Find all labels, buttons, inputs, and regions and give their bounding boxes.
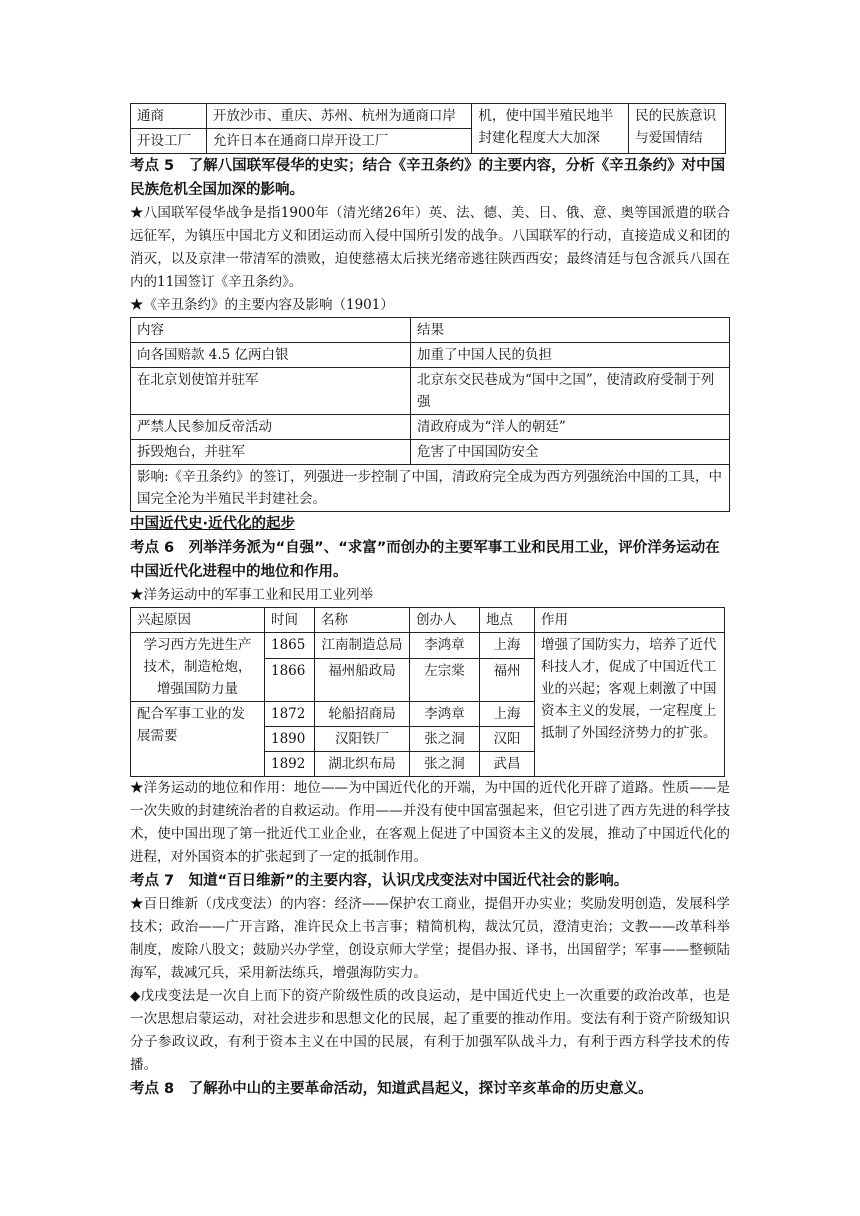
name-cell: 福州船政局 [315, 659, 410, 702]
row-label: 开设工厂 [131, 129, 207, 154]
year-cell: 1866 [265, 659, 315, 702]
content-cell: 向各国赔款 4.5 亿两白银 [131, 343, 411, 368]
reason-cell: 学习西方先进生产技术，制造枪炮，增强国防力量 [131, 633, 265, 702]
name-cell: 江南制造总局 [315, 633, 410, 659]
kd7-content: ★百日维新（戊戌变法）的内容：经济——保护农工商业，提倡开办实业；奖励发明创造，发展科学技术；政治——广开言路，准许民众上书言事；精简机构，裁汰冗员，澄清吏治；文教——改革科举制度，废除八股文；鼓励兴办学堂，创设京师大学堂；提倡办报、译书，出国留学；军事——整顿陆海军，裁减冗兵，采用新法练兵，增强海防实力。 [130, 896, 730, 981]
content-cell: 在北京划使馆并驻军 [131, 368, 411, 415]
founder-cell: 左宗棠 [410, 659, 480, 702]
header-cell: 作用 [535, 608, 725, 633]
table-row [131, 633, 725, 659]
table-row [131, 440, 730, 465]
kd6-heading: 考点 6 列举洋务派为“自强”、“求富”而创办的主要军事工业和民用工业，评价洋务运动在中国近代化进程中的地位和作用。 [130, 540, 720, 580]
header-cell: 兴起原因 [131, 608, 265, 633]
header-cell: 结果 [411, 318, 730, 343]
kd5-intro: ★八国联军侵华战争是指1900年（清光绪26年）英、法、德、美、日、俄、意、奥等国派遣的联合远征军，为镇压中国北方义和团运动而入侵中国所引发的战争。八国联军的行动，直接造成义和团的消灭，以及京津一带清军的溃败，迫使慈禧太后挟光绪帝逃往陕西西安；最终清廷与包含派兵八国在内的11国签订《辛丑条约》。 [130, 205, 730, 290]
year-cell: 1872 [265, 702, 315, 727]
header-cell: 内容 [131, 318, 411, 343]
content-cell: 拆毁炮台，并驻军 [131, 440, 411, 465]
impact-cell: 机，使中国半殖民地半封建化程度大大加深 [472, 104, 629, 154]
kd5-table-caption: ★《辛丑条约》的主要内容及影响（1901） [130, 297, 394, 313]
founder-cell: 李鸿章 [410, 633, 480, 659]
year-cell: 1865 [265, 633, 315, 659]
founder-cell: 张之洞 [410, 727, 480, 752]
row-label: 通商 [131, 104, 207, 129]
table-row [131, 343, 730, 368]
kd7-heading: 考点 7 知道“百日维新”的主要内容，认识戊戌变法对中国近代社会的影响。 [130, 873, 629, 889]
result-cell: 清政府成为“洋人的朝廷” [411, 415, 730, 440]
awareness-cell: 民的民族意识与爱国情结 [629, 104, 726, 154]
table-row [131, 465, 730, 512]
place-cell: 上海 [480, 702, 535, 727]
year-cell: 1890 [265, 727, 315, 752]
row-content: 允许日本在通商口岸开设工厂 [206, 129, 472, 154]
name-cell: 湖北织布局 [315, 752, 410, 777]
document-page [130, 103, 730, 1101]
founder-cell: 李鸿章 [410, 702, 480, 727]
kd8-heading: 考点 8 了解孙中山的主要革命活动，知道武昌起义，探讨辛亥革命的历史意义。 [130, 1081, 653, 1097]
row-content: 开放沙市、重庆、苏州、杭州为通商口岸 [206, 104, 472, 129]
result-cell: 危害了中国国防安全 [411, 440, 730, 465]
kd6-table-caption: ★洋务运动中的军事工业和民用工业列举 [130, 587, 373, 603]
content-cell: 严禁人民参加反帝活动 [131, 415, 411, 440]
kd7-nature: ◆戊戌变法是一次自上而下的资产阶级性质的改良运动，是中国近代史上一次重要的政治改革，也是一次思想启蒙运动，对社会进步和思想文化的民展，起了重要的推动作用。变法有利于资产阶级知识分子参政议政，有利于资本主义在中国的民展，有利于加强军队战斗力，有利于西方科学技术的传播。 [130, 988, 730, 1073]
kd6-summary: ★洋务运动的地位和作用：地位——为中国近代化的开端，为中国的近代化开辟了道路。性质——是一次失败的封建统治者的自救运动。作用——并没有使中国富强起来，但它引进了西方先进的科学技术，使中国出现了第一批近代工业企业，在客观上促进了中国资本主义的发展，推动了中国近代化的进程，对外国资本的扩张起到了一定的抵制作用。 [130, 780, 730, 865]
header-cell: 名称 [315, 608, 410, 633]
yangwu-table [130, 607, 725, 777]
table-header-row [131, 608, 725, 633]
founder-cell: 张之洞 [410, 752, 480, 777]
influence-cell: 影响:《辛丑条约》的签订，列强进一步控制了中国，清政府完全成为西方列强统治中国的工具，中国完全沦为半殖民半封建社会。 [131, 465, 730, 512]
name-cell: 汉阳铁厂 [315, 727, 410, 752]
header-cell: 地点 [480, 608, 535, 633]
reason-cell: 配合军事工业的发展需要 [131, 702, 265, 777]
name-cell: 轮船招商局 [315, 702, 410, 727]
table-header-row [131, 318, 730, 343]
kd5-heading: 考点 5 了解八国联军侵华的史实；结合《辛丑条约》的主要内容，分析《辛丑条约》对中国民族危机全国加深的影响。 [130, 158, 726, 198]
place-cell: 福州 [480, 659, 535, 702]
place-cell: 汉阳 [480, 727, 535, 752]
result-cell: 加重了中国人民的负担 [411, 343, 730, 368]
section-title: 中国近代史·近代化的起步 [130, 516, 296, 532]
result-cell: 北京东交民巷成为“国中之国”，使清政府受制于列强 [411, 368, 730, 415]
header-cell: 创办人 [410, 608, 480, 633]
table-row [131, 368, 730, 415]
header-cell: 时间 [265, 608, 315, 633]
table-row [131, 415, 730, 440]
year-cell: 1892 [265, 752, 315, 777]
effect-cell: 增强了国防实力，培养了近代科技人才，促成了中国近代工业的兴起；客观上刺激了中国资本主义的发展，一定程度上抵制了外国经济势力的扩张。 [535, 633, 725, 777]
xinchou-table [130, 317, 730, 512]
treaty-table-continued [130, 103, 726, 154]
place-cell: 武昌 [480, 752, 535, 777]
place-cell: 上海 [480, 633, 535, 659]
table-row [131, 104, 726, 129]
